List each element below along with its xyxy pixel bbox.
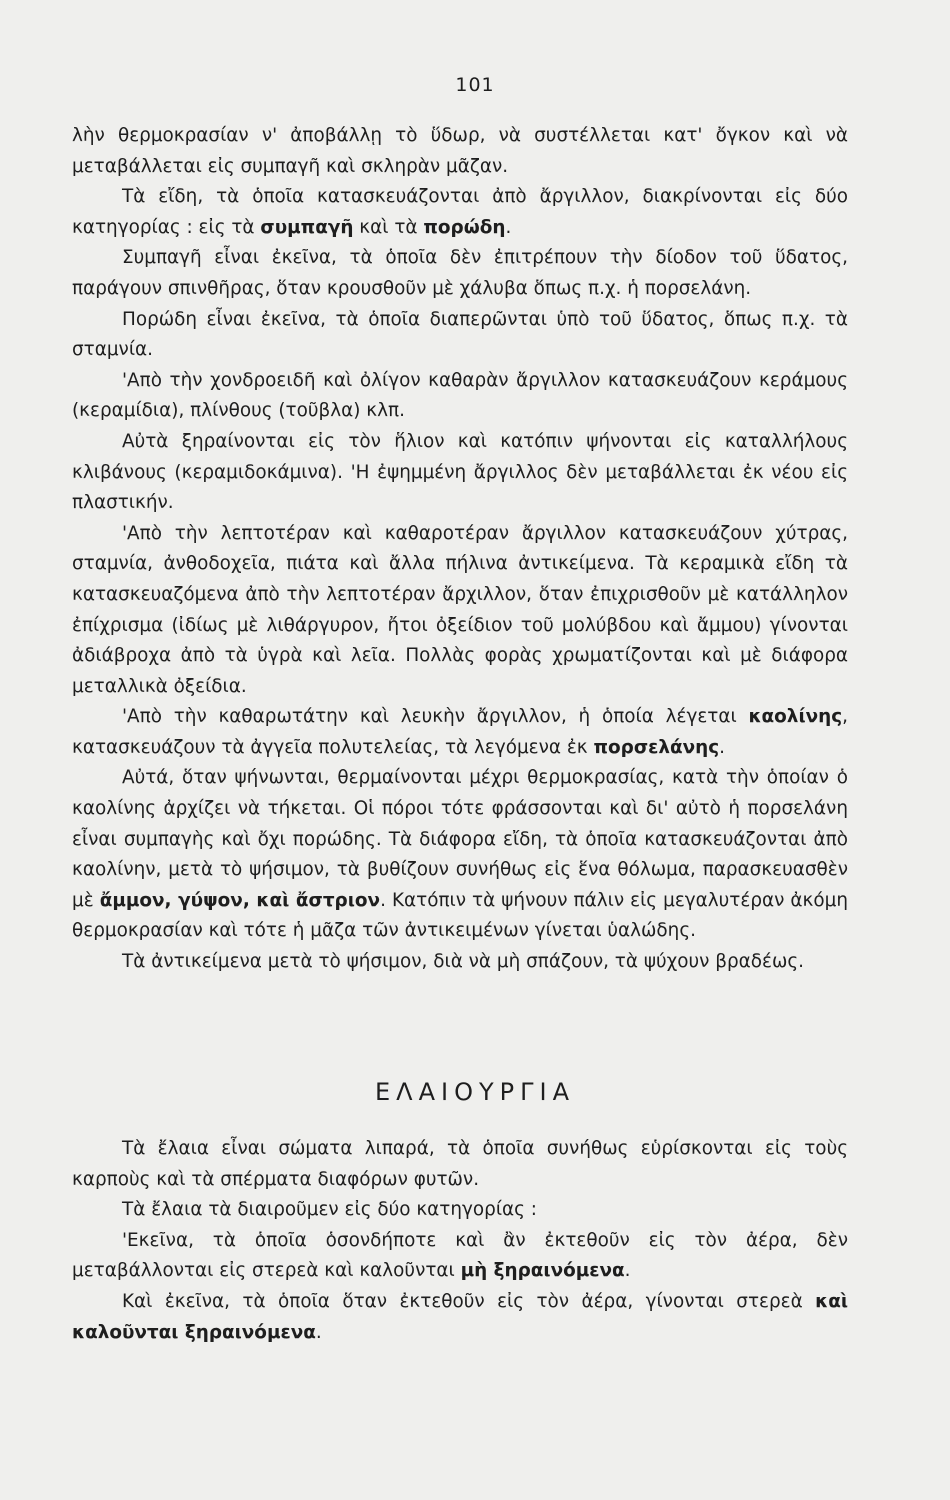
term-glaze-materials: ἄμμον, γύψον, καὶ ἄστριον [99,889,381,911]
term-drying: καὶ καλοῦνται ξηραινόμενα [72,1290,848,1343]
paragraph: Καὶ ἐκεῖνα, τὰ ὁποῖα ὅταν ἐκτεθοῦν εἰς τὸν ἀέρα, γίνονται στερεὰ καὶ καλοῦνται ξηραινόμενα. [72,1290,848,1343]
term-porcelain: πορσελάνης [593,736,720,758]
ceramics-text [72,121,848,978]
paragraph: Πορώδη εἶναι ἐκεῖνα, τὰ ὁποῖα διαπερῶνται ὑπὸ τοῦ ὕδατος, ὅπως π.χ. τὰ σταμνία. [72,308,848,361]
paragraph: Τὰ ἀντικείμενα μετὰ τὸ ψήσιμον, διὰ νὰ μὴ σπάζουν, τὰ ψύχουν βραδέως. [122,951,805,973]
paragraph: Αὐτὰ ξηραίνονται εἰς τὸν ἥλιον καὶ κατόπιν ψήνονται εἰς καταλλήλους κλιβάνους (κεραμιδοκάμινα). 'Η ἐψημμένη ἄργιλλος δὲν μεταβάλλεται ἐκ νέου εἰς πλαστικήν. [72,430,848,514]
section-title: ΕΛΑΙΟΥΡΓΙΑ [375,1078,575,1106]
paragraph: Τὰ ἔλαια εἶναι σώματα λιπαρά, τὰ ὁποῖα συνήθως εὑρίσκονται εἰς τοὺς καρποὺς καὶ τὰ σπέρματα διαφόρων φυτῶν. [72,1138,848,1190]
term-compact: συμπαγῆ [260,216,354,238]
paragraph: 'Εκεῖνα, τὰ ὁποῖα ὁσονδήποτε καὶ ἂν ἐκτεθοῦν εἰς τὸν ἀέρα, δὲν μεταβάλλονται εἰς στερεὰ καὶ καλοῦνται μὴ ξηραινόμενα. [72,1229,848,1282]
paragraph: Τὰ εἴδη, τὰ ὁποῖα κατασκευάζονται ἀπὸ ἄργιλλον, διακρίνονται εἰς δύο κατηγορίας : εἰς τὰ συμπαγῆ καὶ τὰ πορώδη. [72,186,848,238]
term-porous: πορώδη [423,216,506,238]
paragraph: Τὰ ἔλαια τὰ διαιροῦμεν εἰς δύο κατηγορίας : [122,1199,538,1221]
paragraph: 'Απὸ τὴν χονδροειδῆ καὶ ὀλίγον καθαρὰν ἄργιλλον κατασκευάζουν κεράμους (κεραμίδια), πλίνθους (τοῦβλα) κλπ. [72,369,848,422]
paragraph: λὴν θερμοκρασίαν ν' ἀποβάλλῃ τὸ ὕδωρ, νὰ συστέλλεται κατ' ὄγκον καὶ νὰ μεταβάλλεται εἰς συμπαγῆ καὶ σκληρὰν μᾶζαν. [72,125,848,177]
page-number: 101 [455,74,495,96]
paragraph: 'Απὸ τὴν λεπτοτέραν καὶ καθαροτέραν ἄργιλλον κατασκευάζουν χύτρας, σταμνία, ἀνθοδοχεῖα, πιάτα καὶ ἄλλα πήλινα ἀντικείμενα. Τὰ κεραμικὰ εἴδη τὰ κατασκευαζόμενα ἀπὸ τὴν λεπτοτέραν ἄρχιλλον, ὅταν ἐπιχρισθοῦν μὲ κατάλληλον ἐπίχρισμα (ἰδίως μὲ λιθάργυρον, ἤτοι ὀξείδιον τοῦ μολύβδου καὶ ἄμμου) γίνονται ἀδιάβροχα ἀπὸ τὰ ὑγρὰ καὶ λεῖα. Πολλὰς φορὰς χρωματίζονται καὶ μὲ διάφορα μεταλλικὰ ὀξείδια. [72,522,848,697]
term-kaolin: καολίνης [748,706,843,728]
paragraph: Αὐτά, ὅταν ψήνωνται, θερμαίνονται μέχρι θερμοκρασίας, κατὰ τὴν ὁποίαν ὁ καολίνης ἀρχίζει νὰ τήκεται. Οἱ πόροι τότε φράσσονται καὶ δι' αὐτὸ ἡ πορσελάνη εἶναι συμπαγὴς καὶ ὄχι πορώδης. Τὰ διάφορα εἴδη, τὰ ὁποῖα κατασκευάζονται ἀπὸ καολίνην, μετὰ τὸ ψήσιμον, τὰ βυθίζουν συνήθως εἰς ἕνα θόλωμα, παρασκευασθὲν μὲ ἄμμον, γύψον, καὶ ἄστριον. Κατόπιν τὰ ψήνουν πάλιν εἰς μεγαλυτέραν ἀκόμη θερμοκρασίαν καὶ τότε ἡ μᾶζα τῶν ἀντικειμένων γίνεται ὑαλώδης. [72,767,848,942]
paragraph: 'Απὸ τὴν καθαρωτάτην καὶ λευκὴν ἄργιλλον, ἡ ὁποία λέγεται καολίνης, κατασκευάζουν τὰ ἀγγεῖα πολυτελείας, τὰ λεγόμενα ἐκ πορσελάνης. [72,706,848,758]
paragraph: Συμπαγῆ εἶναι ἐκεῖνα, τὰ ὁποῖα δὲν ἐπιτρέπουν τὴν δίοδον τοῦ ὕδατος, παράγουν σπινθῆρας, ὅταν κρουσθοῦν μὲ χάλυβα ὅπως π.χ. ἡ πορσελάνη. [72,247,848,299]
term-non-drying: μὴ ξηραινόμενα [460,1260,625,1282]
oil-industry-text [72,1134,848,1348]
